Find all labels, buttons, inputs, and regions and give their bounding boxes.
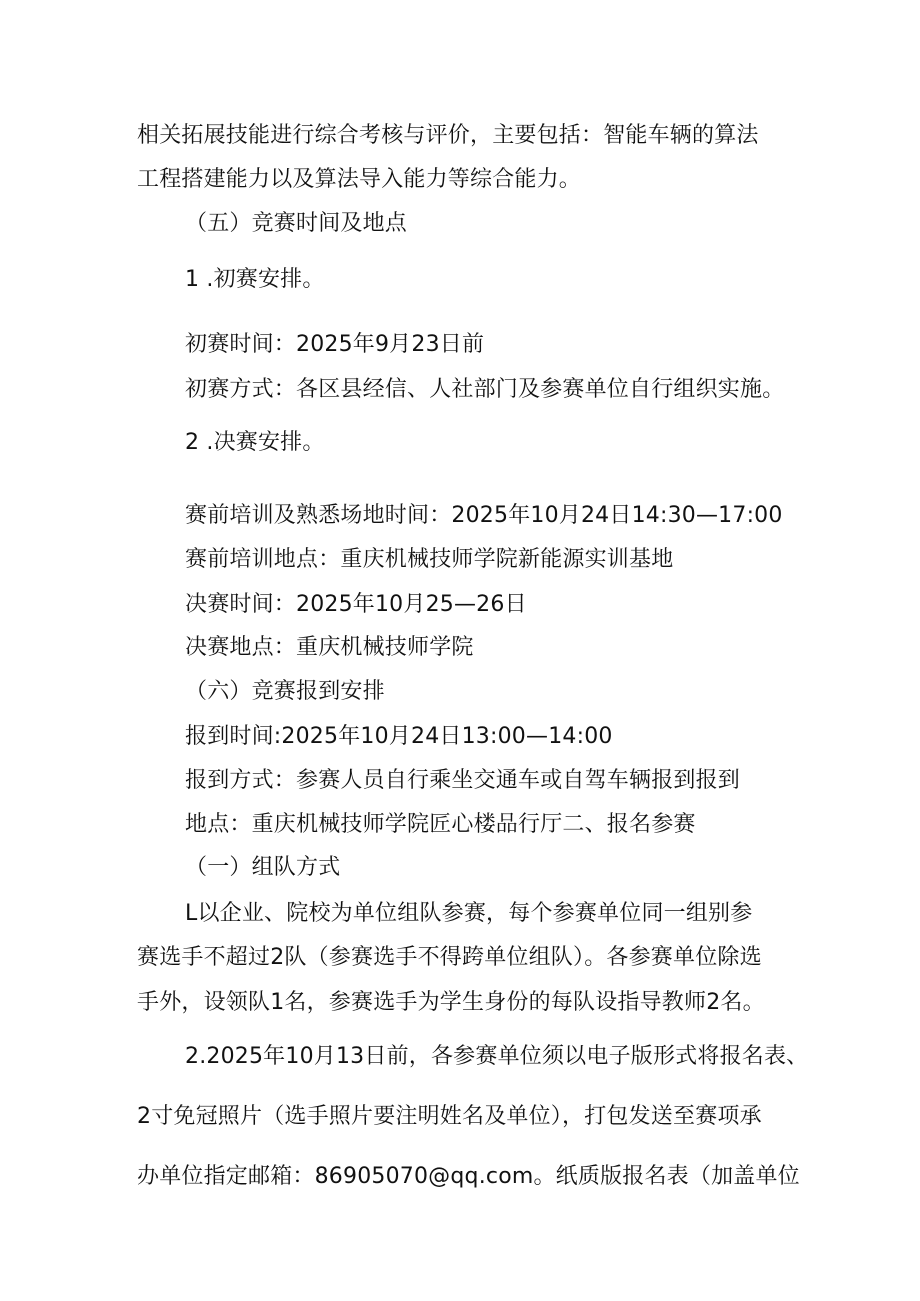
check-in-time: 报到时间:2025年10月24日13:00—14:00 <box>185 724 613 749</box>
body-line-1: 相关拓展技能进行综合考核与评价，主要包括：智能车辆的算法 <box>137 123 759 148</box>
section-heading-five: （五）竞赛时间及地点 <box>185 211 408 236</box>
preliminary-method: 初赛方式：各区县经信、人社部门及参赛单位自行组织实施。 <box>185 377 785 402</box>
team-rule-line-1: L以企业、院校为单位组队参赛，每个参赛单位同一组别参 <box>185 901 753 926</box>
training-time: 赛前培训及熟悉场地时间：2025年10月24日14:30—17:00 <box>185 503 783 528</box>
final-location: 决赛地点：重庆机械技师学院 <box>185 635 474 660</box>
section-heading-team: （一）组队方式 <box>185 855 341 880</box>
check-in-method: 报到方式：参赛人员自行乘坐交通车或自驾车辆报到报到 <box>185 768 741 793</box>
team-rule-line-3: 手外，设领队1名，参赛选手为学生身份的每队设指导教师2名。 <box>137 990 765 1015</box>
final-time: 决赛时间：2025年10月25—26日 <box>185 592 527 617</box>
section-heading-six: （六）竞赛报到安排 <box>185 679 385 704</box>
training-location: 赛前培训地点：重庆机械技师学院新能源实训基地 <box>185 547 674 572</box>
registration-line-1: 2.2025年10月13日前，各参赛单位须以电子版形式将报名表、 <box>185 1044 809 1069</box>
body-line-2: 工程搭建能力以及算法导入能力等综合能力。 <box>137 167 582 192</box>
team-rule-line-2: 赛选手不超过2队（参赛选手不得跨单位组队）。各参赛单位除选 <box>137 945 762 970</box>
registration-line-3: 办单位指定邮箱：86905070@qq.com。纸质版报名表（加盖单位 <box>137 1164 800 1189</box>
subheading-preliminary: 1 .初赛安排。 <box>185 267 325 292</box>
subheading-final: 2 .决赛安排。 <box>185 430 325 455</box>
check-in-location: 地点：重庆机械技师学院匠心楼品行厅二、报名参赛 <box>185 812 696 837</box>
registration-line-2: 2寸免冠照片（选手照片要注明姓名及单位），打包发送至赛项承 <box>137 1104 762 1129</box>
preliminary-time: 初赛时间：2025年9月23日前 <box>185 332 485 357</box>
